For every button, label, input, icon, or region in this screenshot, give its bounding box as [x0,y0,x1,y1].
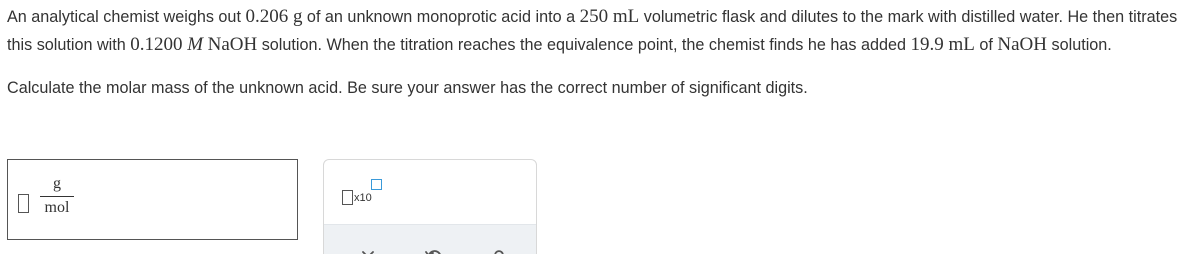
scientific-notation-button[interactable] [342,179,382,207]
tool-tray [324,224,536,254]
math-toolbar [323,159,537,254]
times-icon [356,243,382,254]
unit-denominator: mol [44,199,70,216]
undo-button[interactable] [421,243,447,254]
x10-label: x10 [354,192,372,204]
sample-mass: 0.206 g [245,6,303,27]
problem-text-7: solution. [1047,36,1112,54]
question-prompt: Calculate the molar mass of the unknown acid. Be sure your answer has the correct number of significant digits. [7,79,808,97]
titrant-concentration: 0.1200 [130,34,188,55]
help-icon [486,243,512,254]
molarity-unit: M [187,34,204,55]
undo-icon [421,243,447,254]
problem-statement [7,3,1193,59]
help-button[interactable] [486,243,512,254]
problem-text-3: volumetric flask and dilutes to the mark with distilled water. He then titrates this solution with [7,8,1178,54]
problem-text-1: An analytical chemist weighs out [7,8,246,26]
titrant-volume: 19.9 mL [910,34,975,55]
exponent-box-icon [371,179,382,190]
unit-fraction [40,174,74,219]
answer-box [7,159,298,240]
unit-numerator: g [53,175,61,192]
problem-text-2: of an unknown monoprotic acid into a [302,8,580,26]
flask-volume: 250 mL [579,6,640,27]
titrant-formula: NaOH [207,34,258,55]
problem-text-6: of [974,36,998,54]
answer-input[interactable] [18,194,29,213]
clear-button[interactable] [356,243,382,254]
placeholder-box-icon [342,190,353,205]
problem-text [7,3,1193,102]
problem-text-5: solution. When the titration reaches the equivalence point, the chemist finds he has added [257,36,911,54]
titrant-formula-2: NaOH [997,34,1048,55]
